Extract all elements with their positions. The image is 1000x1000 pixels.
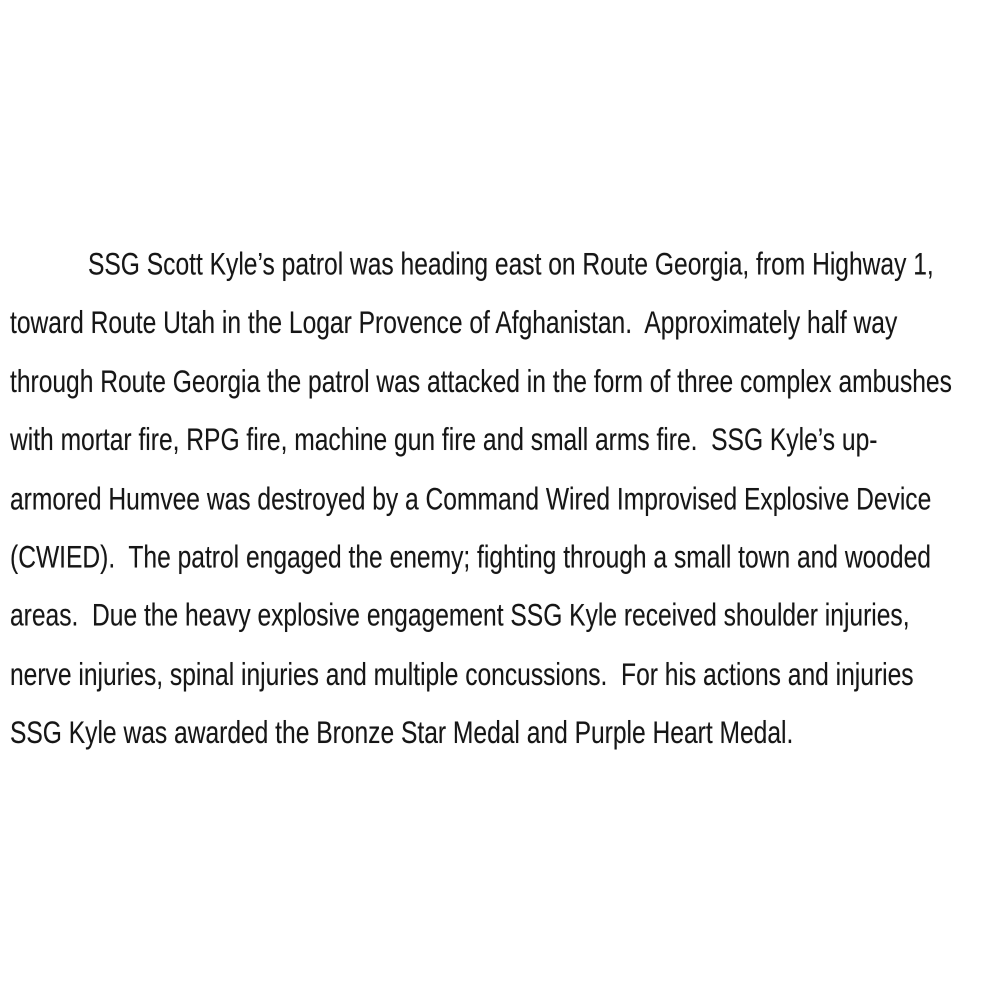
text-line: (CWIED). The patrol engaged the enemy; fighting through a small town and wooded (10, 540, 931, 576)
paragraph (10, 236, 998, 763)
text-line: nerve injuries, spinal injuries and multiple concussions. For his actions and injuries (10, 657, 914, 693)
text-line: SSG Scott Kyle’s patrol was heading east on Route Georgia, from Highway 1, (88, 247, 934, 283)
text-line: through Route Georgia the patrol was attacked in the form of three complex ambushes (10, 364, 952, 400)
text-line: toward Route Utah in the Logar Provence of Afghanistan. Approximately half way (10, 306, 898, 342)
text-line: armored Humvee was destroyed by a Command Wired Improvised Explosive Device (10, 481, 932, 517)
text-line: with mortar fire, RPG fire, machine gun fire and small arms fire. SSG Kyle’s up- (10, 423, 878, 459)
text-line: areas. Due the heavy explosive engagement SSG Kyle received shoulder injuries, (10, 599, 910, 634)
text-line: SSG Kyle was awarded the Bronze Star Medal and Purple Heart Medal. (10, 716, 794, 752)
